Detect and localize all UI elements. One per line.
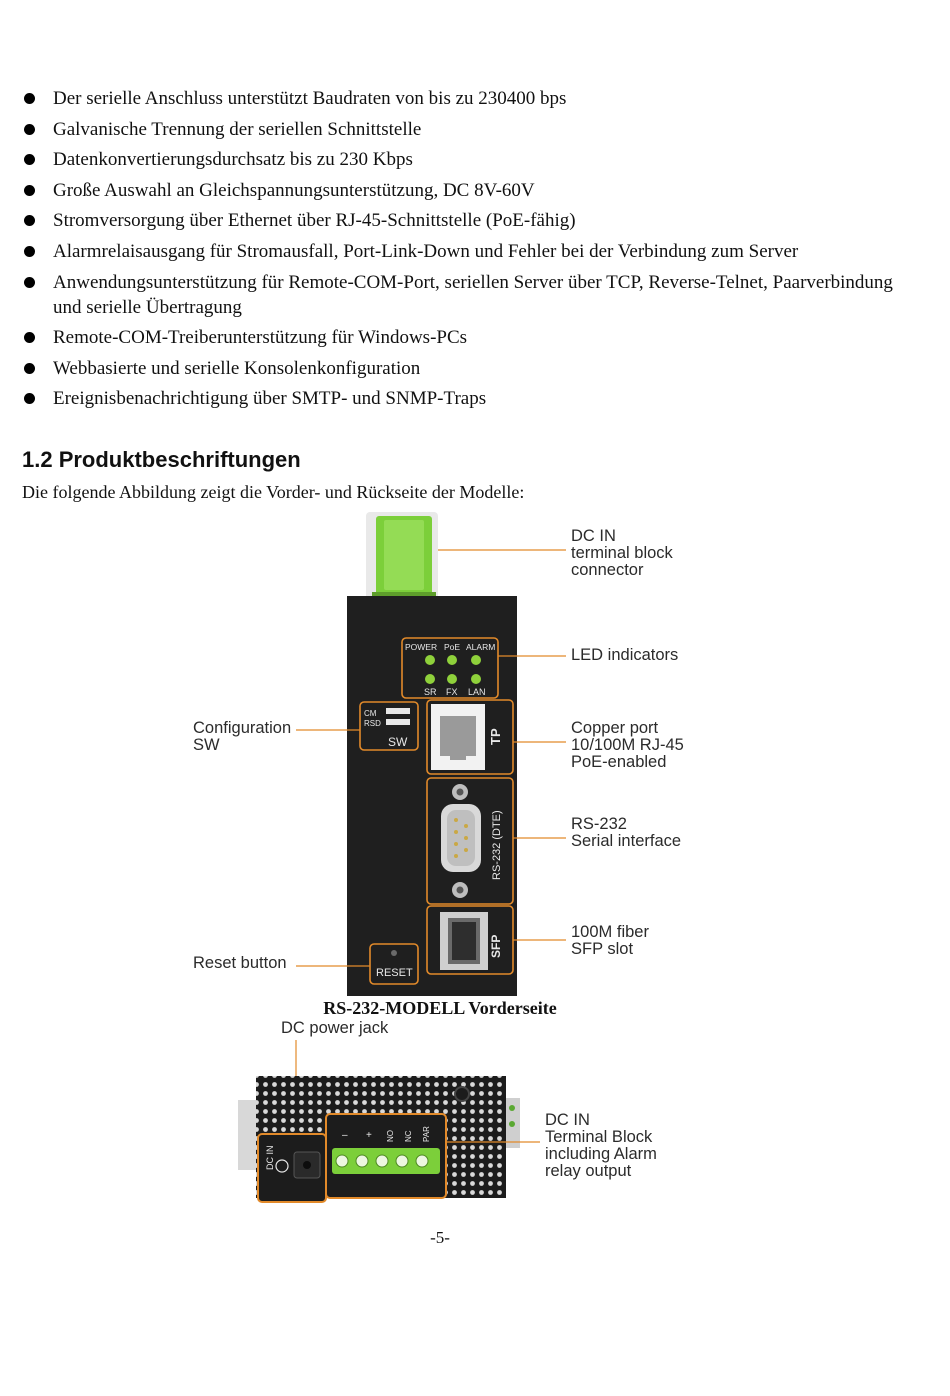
reset-label: RESET [376,967,413,979]
sw-line-rsd: RSD [364,719,381,728]
terminal-mark-plus: + [366,1130,372,1141]
dc-in-caption-1: DC IN [571,527,616,545]
rear-side-connector [238,1100,256,1170]
figure-caption: RS-232-MODELL Vorderseite [323,998,557,1018]
section-intro: Die folgende Abbildung zeigt die Vorder- und Rückseite der Modelle: [22,482,525,502]
dc-terminal-connector [366,512,438,600]
tp-label: TP [488,728,503,745]
feature-item: Alarmrelaisausgang für Stromausfall, Port-Link-Down und Fehler bei der Verbindung zum Server [22,239,922,264]
led-label-fx: FX [446,687,458,697]
copper-port-caption-2: 10/100M RJ-45 [571,736,684,754]
feature-item: Webbasierte und serielle Konsolenkonfiguration [22,356,922,381]
dc-power-jack [258,1134,326,1202]
feature-item: Remote-COM-Treiberunterstützung für Windows-PCs [22,325,922,350]
rs232-caption-1: RS-232 [571,815,627,833]
rear-view-figure [238,1019,657,1202]
copper-port-caption-1: Copper port [571,719,659,737]
feature-item: Große Auswahl an Gleichspannungsunterstützung, DC 8V-60V [22,178,922,203]
rs232-dte-label: RS-232 (DTE) [491,810,503,880]
sw-label: SW [388,735,408,749]
terminal-mark-no: NO [386,1130,395,1142]
terminal-mark-minus: – [342,1130,348,1141]
led-poe-icon [447,655,457,665]
led-label-poe: PoE [444,642,461,652]
jack-label: DC IN [265,1145,275,1170]
led-label-lan: LAN [468,687,486,697]
front-view-figure [193,512,684,996]
rs232-caption-2: Serial interface [571,832,682,850]
sw-line-cm: CM [364,709,377,718]
fiber-caption-1: 100M fiber [571,923,649,941]
config-sw-caption-2: SW [193,736,220,754]
terminal-caption-4: relay output [545,1162,632,1180]
config-sw-caption-1: Configuration [193,719,292,737]
sfp-label: SFP [489,934,503,958]
copper-port-caption-3: PoE-enabled [571,753,667,771]
terminal-mark-nc: NC [404,1130,413,1142]
terminal-caption-3: including Alarm [545,1145,657,1163]
dc-power-jack-caption: DC power jack [281,1019,389,1037]
terminal-caption-2: Terminal Block [545,1128,653,1146]
led-power-icon [425,655,435,665]
reset-caption: Reset button [193,954,287,972]
fiber-caption-2: SFP slot [571,940,634,958]
led-label-power: POWER [405,642,438,652]
feature-item: Datenkonvertierungsdurchsatz bis zu 230 Kbps [22,147,922,172]
feature-item: Der serielle Anschluss unterstützt Baudraten von bis zu 230400 bps [22,86,922,111]
section-heading: 1.2 Produktbeschriftungen [22,447,301,472]
terminal-mark-par: PAR [422,1126,431,1142]
terminal-block [326,1114,446,1198]
led-indicators-caption: LED indicators [571,646,679,664]
feature-item: Stromversorgung über Ethernet über RJ-45-Schnittstelle (PoE-fähig) [22,208,922,233]
feature-item: Anwendungsunterstützung für Remote-COM-Port, seriellen Server über TCP, Reverse-Telnet, Paarverbindung und serielle Übertragung [22,270,922,320]
led-label-sr: SR [424,687,437,697]
terminal-caption-1: DC IN [545,1111,590,1129]
led-alarm-icon [471,655,481,665]
led-sr-icon [425,674,435,684]
led-fx-icon [447,674,457,684]
dc-in-caption-3: connector [571,561,644,579]
feature-item: Galvanische Trennung der seriellen Schnittstelle [22,117,922,142]
led-label-alarm: ALARM [466,642,496,652]
feature-item: Ereignisbenachrichtigung über SMTP- und SNMP-Traps [22,386,922,411]
dc-in-caption-2: terminal block [571,544,673,562]
page-number: -5- [430,1228,450,1247]
led-lan-icon [471,674,481,684]
